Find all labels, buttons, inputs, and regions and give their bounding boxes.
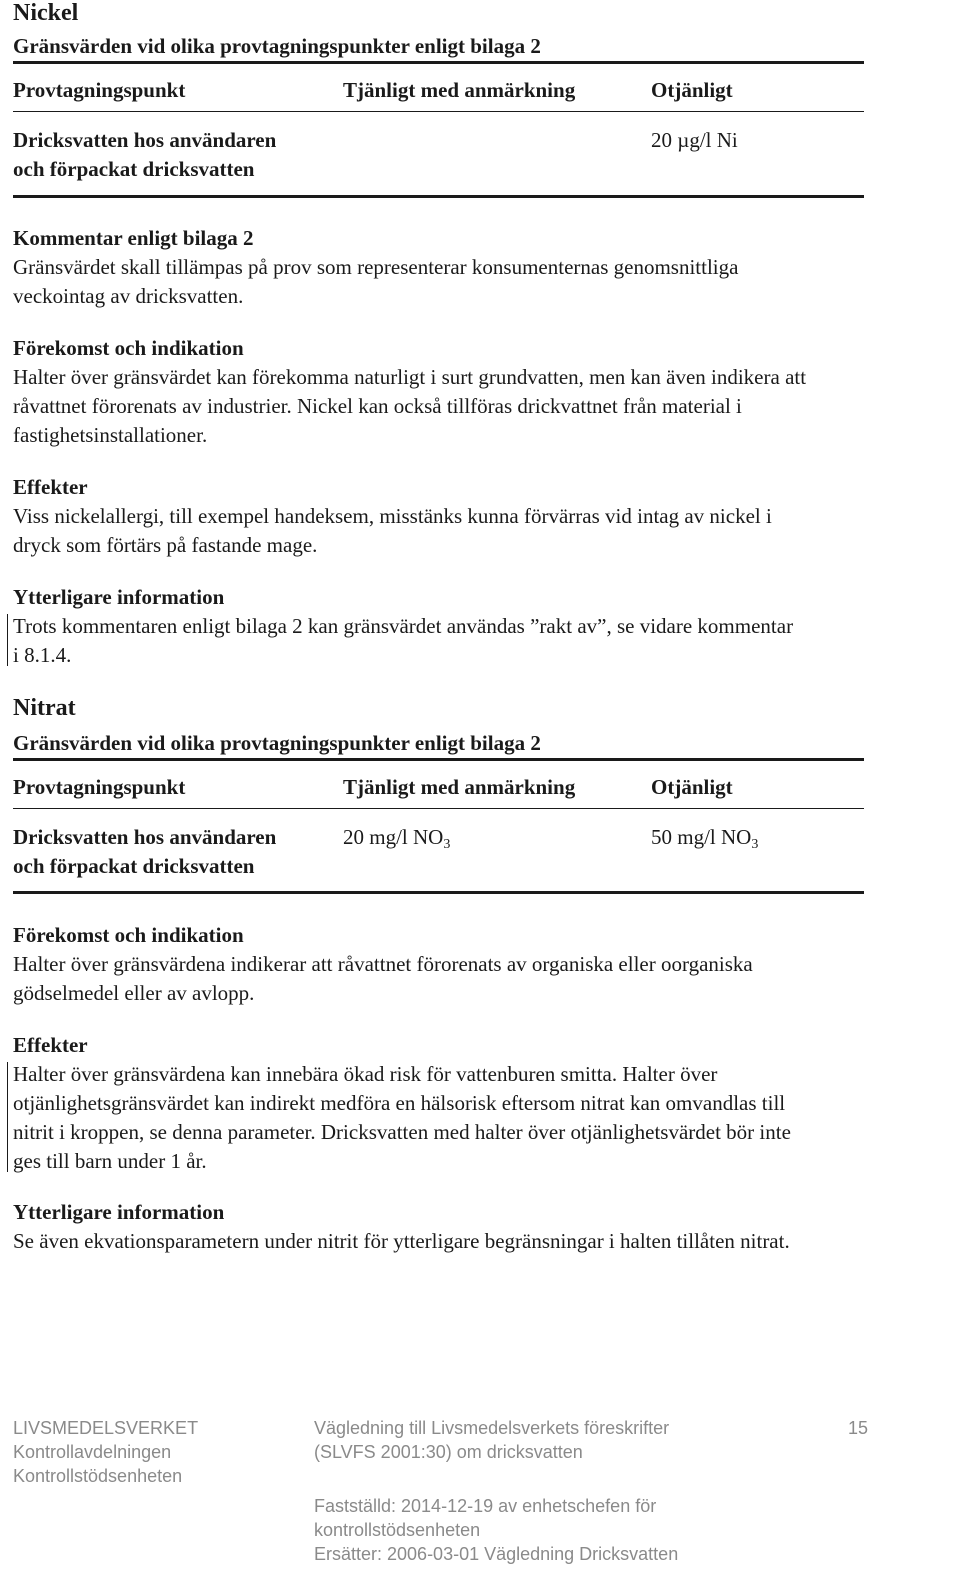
nitrat-change-bar xyxy=(7,1062,8,1172)
nickel-occurrence-section xyxy=(13,334,953,450)
nitrat-tjanligt-value: 20 mg/l NO xyxy=(343,825,444,849)
nickel-table-bottom-rule xyxy=(13,195,864,198)
nitrat-effects-line2: otjänlighetsgränsvärdet kan indirekt medföra en hälsorisk eftersom nitrat kan omvandlas till xyxy=(13,1091,786,1115)
nitrat-effects-section xyxy=(13,1031,953,1176)
nitrat-subtitle: Gränsvärden vid olika provtagningspunkter enligt bilaga 2 xyxy=(13,731,541,755)
footer-document xyxy=(314,1416,678,1566)
nickel-effects-line1: Viss nickelallergi, till exempel handeksem, misstänks kunna förvärras vid intag av nickel i xyxy=(13,504,772,528)
nickel-header-otjanligt: Otjänligt xyxy=(651,78,733,102)
nickel-effects-line2: dryck som förtärs på fastande mage. xyxy=(13,533,318,557)
nitrat-effects-line3: nitrit i kroppen, se denna parameter. Dricksvatten med halter över otjänlighetsvärdet bör inte xyxy=(13,1120,791,1144)
nitrat-effects-heading: Effekter xyxy=(13,1033,88,1057)
nickel-more-section xyxy=(13,583,953,670)
nickel-title: Nickel xyxy=(13,0,79,26)
nickel-comment-heading: Kommentar enligt bilaga 2 xyxy=(13,226,254,250)
nitrat-otjanligt-value: 50 mg/l NO xyxy=(651,825,752,849)
nickel-comment-section xyxy=(13,224,953,311)
footer-org-line3: Kontrollstödsenheten xyxy=(13,1466,183,1486)
nickel-header-rule xyxy=(13,111,864,112)
nitrat-table-top-rule xyxy=(13,758,864,761)
footer-organization xyxy=(13,1416,198,1488)
nitrat-header-tjanligt: Tjänligt med anmärkning xyxy=(343,775,576,799)
footer-doc-line2: (SLVFS 2001:30) om dricksvatten xyxy=(314,1442,583,1462)
nickel-subtitle: Gränsvärden vid olika provtagningspunkter enligt bilaga 2 xyxy=(13,34,541,58)
nickel-row-point-line1: Dricksvatten hos användaren xyxy=(13,128,277,152)
nickel-comment-line1: Gränsvärdet skall tillämpas på prov som representerar konsumenternas genomsnittliga xyxy=(13,255,739,279)
nitrat-occurrence-line2: gödselmedel eller av avlopp. xyxy=(13,981,255,1005)
nickel-occurrence-heading: Förekomst och indikation xyxy=(13,336,244,360)
footer-page-number: 15 xyxy=(848,1418,869,1438)
footer-org-line2: Kontrollavdelningen xyxy=(13,1442,172,1462)
footer-status-line3: Ersätter: 2006-03-01 Vägledning Dricksvatten xyxy=(314,1544,679,1564)
nickel-header-tjanligt: Tjänligt med anmärkning xyxy=(343,78,576,102)
nickel-row-otjanligt: 20 µg/l Ni xyxy=(651,128,738,152)
nickel-header-point: Provtagningspunkt xyxy=(13,78,186,102)
nickel-comment-line2: veckointag av dricksvatten. xyxy=(13,284,244,308)
nickel-row-point xyxy=(13,126,276,184)
nitrat-effects-line1: Halter över gränsvärdena kan innebära ökad risk för vattenburen smitta. Halter över xyxy=(13,1062,718,1086)
nitrat-occurrence-section xyxy=(13,921,953,1008)
footer-doc-line1: Vägledning till Livsmedelsverkets föreskrifter xyxy=(314,1418,670,1438)
nitrat-header-otjanligt: Otjänligt xyxy=(651,775,733,799)
nickel-more-heading: Ytterligare information xyxy=(13,585,225,609)
nickel-change-bar xyxy=(7,614,8,666)
nickel-more-line1: Trots kommentaren enligt bilaga 2 kan gränsvärdet användas ”rakt av”, se vidare kommentar xyxy=(13,614,794,638)
nitrat-header-point: Provtagningspunkt xyxy=(13,775,186,799)
footer-status-line2: kontrollstödsenheten xyxy=(314,1520,481,1540)
nickel-effects-section xyxy=(13,473,953,560)
footer-status-line1: Fastställd: 2014-12-19 av enhetschefen för xyxy=(314,1496,657,1516)
nitrat-more-heading: Ytterligare information xyxy=(13,1200,225,1224)
nitrat-header-rule xyxy=(13,808,864,809)
nickel-table-top-rule xyxy=(13,61,864,64)
nitrat-otjanligt-subscript: 3 xyxy=(751,837,759,852)
nickel-more-line2: i 8.1.4. xyxy=(13,643,72,667)
nitrat-table-bottom-rule xyxy=(13,891,864,894)
nickel-occurrence-line2: råvattnet förorenats av industrier. Nickel kan också tillföras drickvattnet från material i xyxy=(13,394,742,418)
nitrat-occurrence-line1: Halter över gränsvärdena indikerar att råvattnet förorenats av organiska eller oorganiska xyxy=(13,952,753,976)
nickel-effects-heading: Effekter xyxy=(13,475,88,499)
footer-org-line1: LIVSMEDELSVERKET xyxy=(13,1418,199,1438)
nitrat-more-line1: Se även ekvationsparametern under nitrit för ytterligare begränsningar i halten tillåten nitrat. xyxy=(13,1229,790,1253)
nitrat-effects-line4: ges till barn under 1 år. xyxy=(13,1149,207,1173)
nitrat-row-otjanligt xyxy=(651,823,758,852)
nickel-occurrence-line1: Halter över gränsvärdet kan förekomma naturligt i surt grundvatten, men kan även indikera att xyxy=(13,365,807,389)
nickel-row-point-line2: och förpackat dricksvatten xyxy=(13,157,255,181)
nitrat-tjanligt-subscript: 3 xyxy=(443,837,451,852)
nitrat-row-point xyxy=(13,823,276,881)
nitrat-occurrence-heading: Förekomst och indikation xyxy=(13,923,244,947)
nitrat-row-point-line1: Dricksvatten hos användaren xyxy=(13,825,277,849)
nitrat-more-section xyxy=(13,1198,953,1256)
nickel-occurrence-line3: fastighetsinstallationer. xyxy=(13,423,208,447)
nitrat-row-point-line2: och förpackat dricksvatten xyxy=(13,854,255,878)
nitrat-row-tjanligt xyxy=(343,823,450,852)
nitrat-title: Nitrat xyxy=(13,695,76,721)
